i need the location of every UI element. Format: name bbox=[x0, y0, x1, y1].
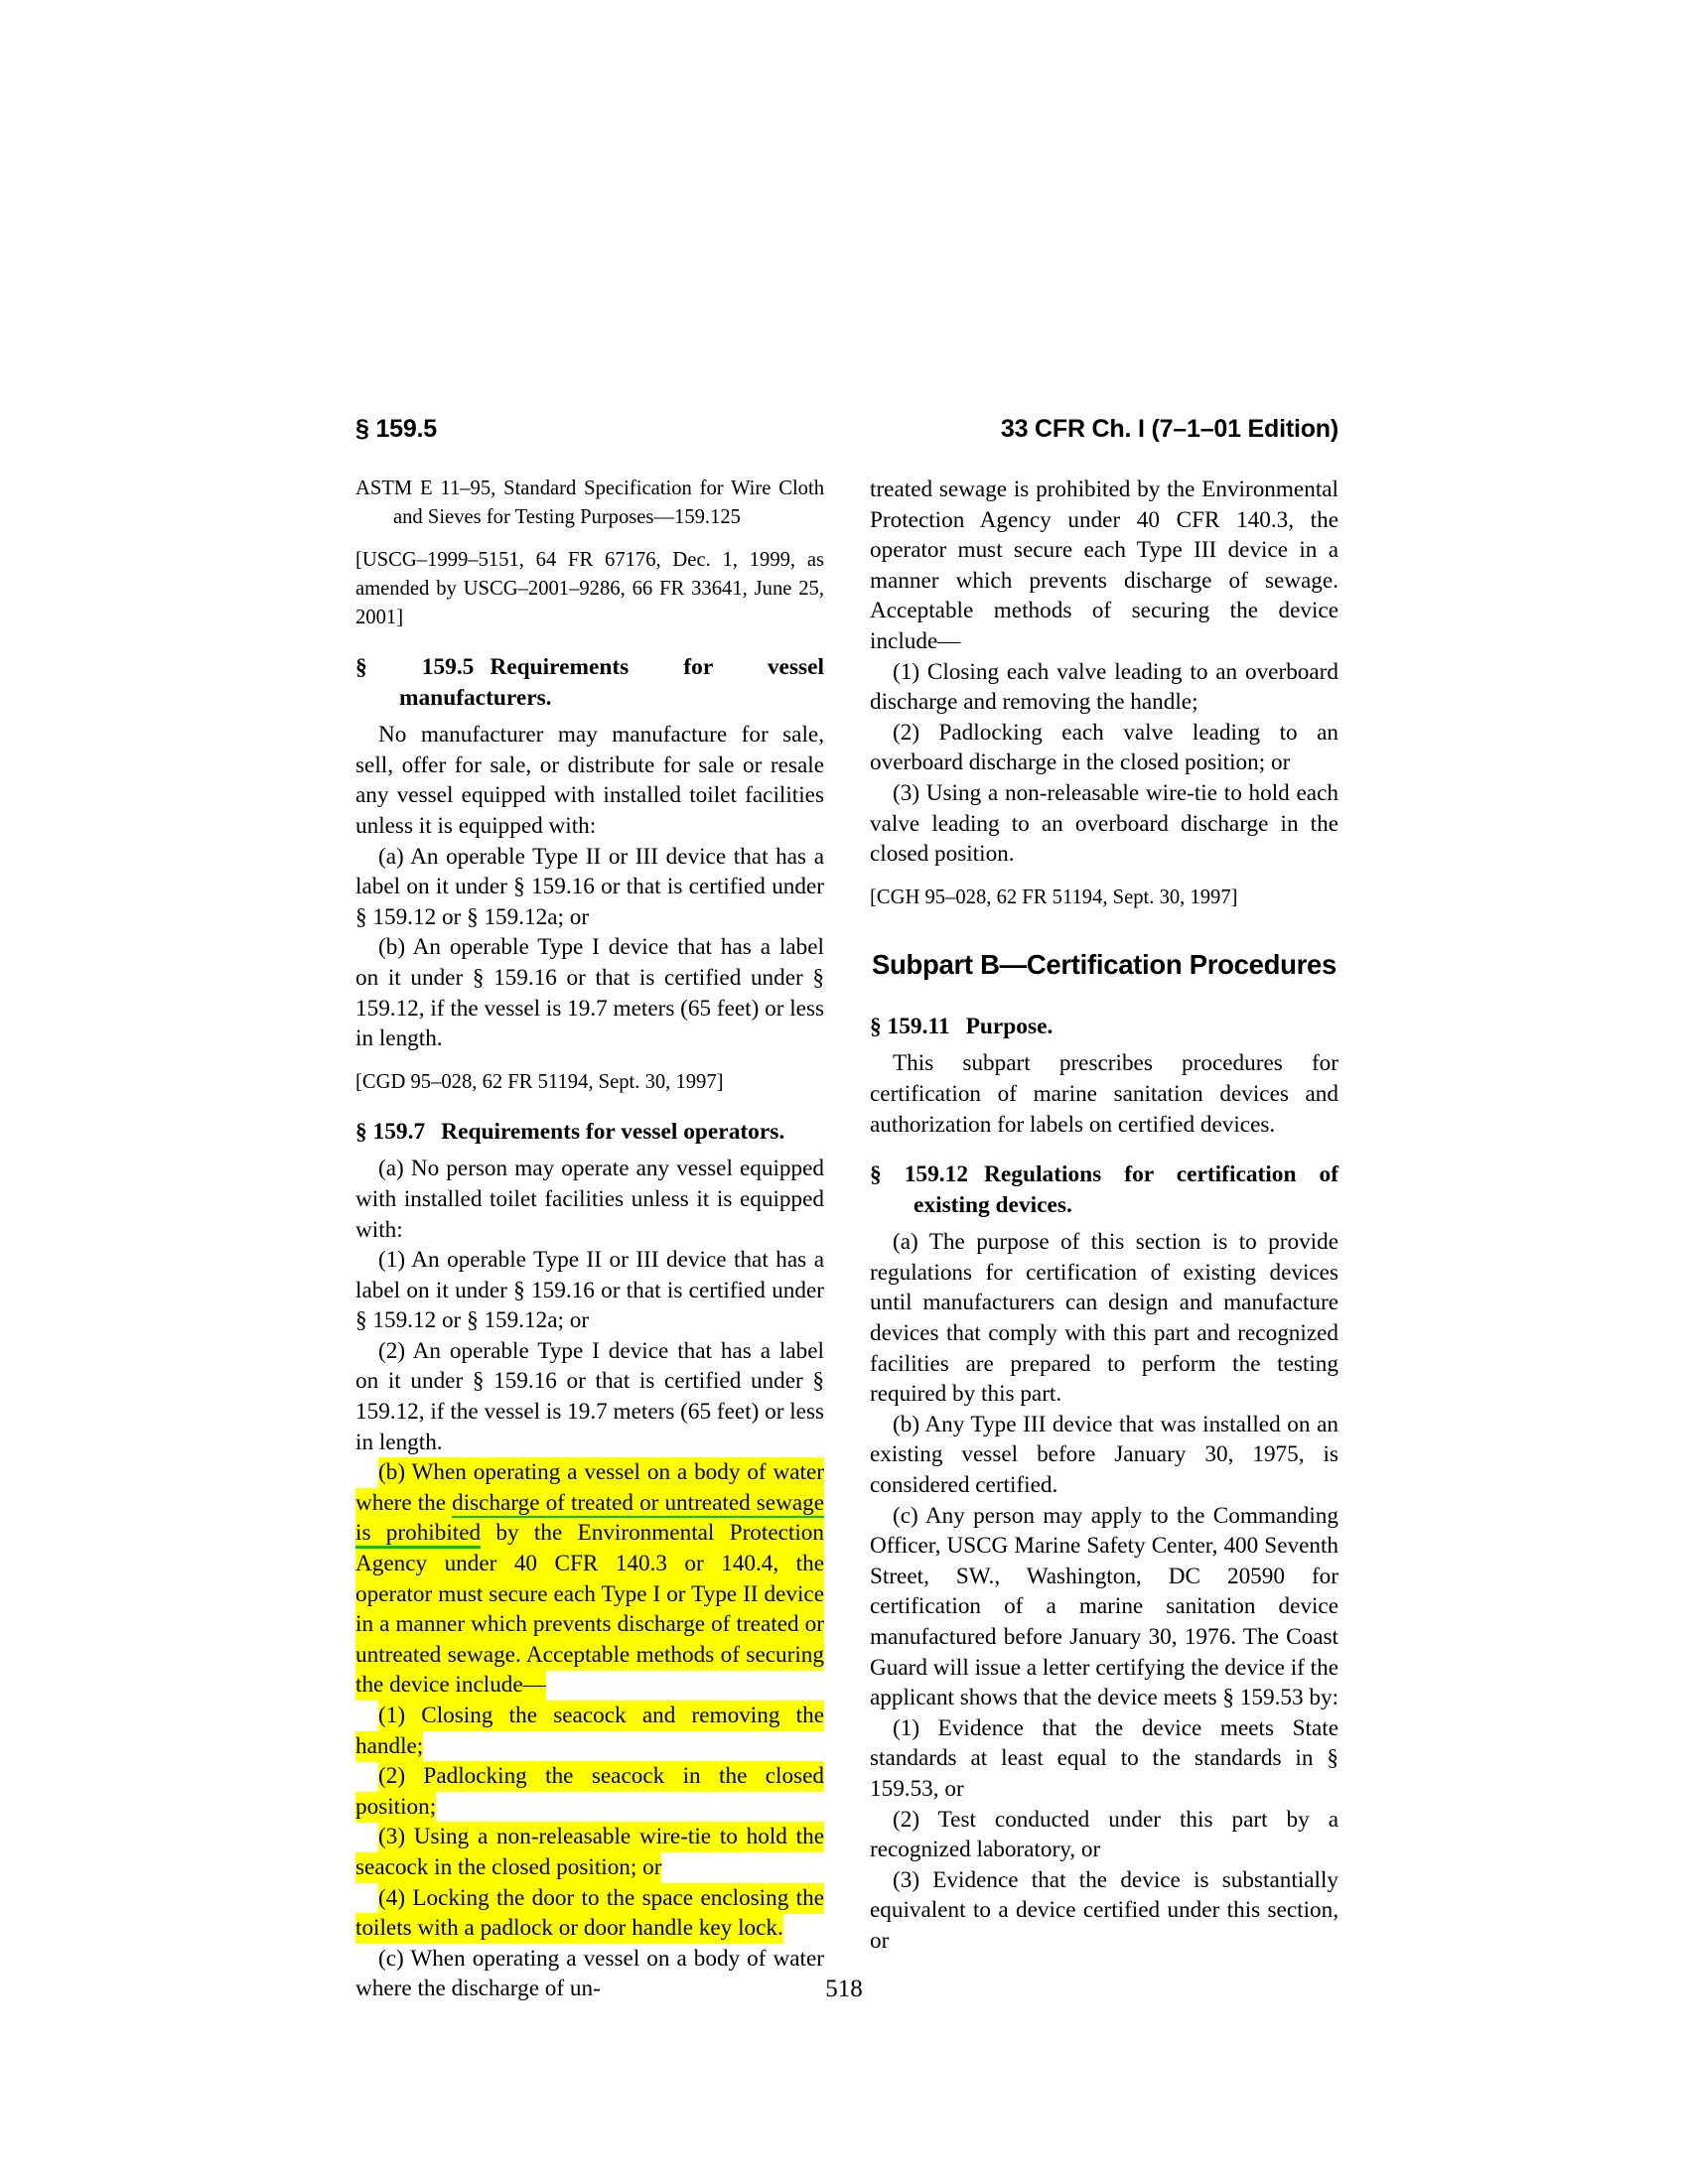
paragraph-159-12-b: (b) Any Type III device that was installed on an existing vessel before January 30, 1975, is considered certified. bbox=[870, 1411, 1338, 1499]
paragraph-159-7-b-1-highlighted bbox=[355, 1701, 824, 1761]
paragraph-159-7-a-1: (1) An operable Type II or III device that has a label on it under § 159.16 or that is certified under § 159.12 or § 159.12a; or bbox=[355, 1247, 824, 1334]
section-heading-159-5 bbox=[355, 652, 824, 713]
paragraph-159-7-b-highlighted bbox=[355, 1457, 824, 1701]
section-title-159-5: Requirements for vessel manufacturers. bbox=[399, 654, 825, 711]
section-heading-159-12 bbox=[870, 1160, 1338, 1220]
paragraph-159-12-a: (a) The purpose of this section is to provide regulations for certification of existing devices until manufacturers can design and manufacture devices that comply with this part and recognized facilities are prepared to perform the testing required by this part. bbox=[870, 1229, 1338, 1408]
paragraph-159-12-c: (c) Any person may apply to the Commanding Officer, USCG Marine Safety Center, 400 Seventh Street, SW., Washington, DC 20590 for certification of a marine sanitation device manufactured before January 30, 1976. The Coast Guard will issue a letter certifying the device if the applicant shows that the device meets § 159.53 by: bbox=[870, 1502, 1339, 1711]
paragraph-159-7-c-1: (1) Closing each valve leading to an overboard discharge and removing the handle; bbox=[870, 658, 1338, 716]
highlight-run-6: (4) Locking the door to the space enclosing the toilets with a padlock or door handle key lock. bbox=[355, 1883, 824, 1945]
left-column bbox=[355, 475, 824, 2004]
running-head-edition: 33 CFR Ch. I (7–1–01 Edition) bbox=[1000, 415, 1338, 443]
paragraph-159-7-a: (a) No person may operate any vessel equipped with installed toilet facilities unless it is equipped with: bbox=[355, 1156, 824, 1243]
paragraph-159-7-b-4-highlighted bbox=[355, 1883, 824, 1944]
paragraph-159-12-c-3: (3) Evidence that the device is substantially equivalent to a device certified under this section, or bbox=[870, 1866, 1338, 1954]
citation-cgd-95-028-left: [CGD 95–028, 62 FR 51194, Sept. 30, 1997] bbox=[355, 1070, 724, 1093]
subpart-b-heading: Subpart B—Certification Procedures bbox=[871, 948, 1337, 980]
paragraph-159-7-c-3: (3) Using a non-releasable wire-tie to hold each valve leading to an overboard discharge in the closed position. bbox=[870, 779, 1338, 868]
section-title-159-12: Regulations for certification of existing devices. bbox=[914, 1161, 1338, 1218]
paragraph-159-7-c-2: (2) Padlocking each valve leading to an overboard discharge in the closed position; or bbox=[870, 719, 1338, 776]
paragraph-159-7-c-continued: treated sewage is prohibited by the Environmental Protection Agency under 40 CFR 140.3, the operator must secure each Type III device in a manner which prevents discharge of sewage. Acceptable methods of securing the device include— bbox=[870, 477, 1338, 654]
highlight-run-1: (b) When operating a vessel on a body of water where the bbox=[355, 1457, 824, 1519]
section-number-159-12: § 159.12 bbox=[870, 1161, 969, 1188]
paragraph-159-12-c-2: (2) Test conducted under this part by a recognized laboratory, or bbox=[870, 1806, 1338, 1863]
citation-cgh-95-028-right: [CGH 95–028, 62 FR 51194, Sept. 30, 1997] bbox=[870, 886, 1238, 908]
page-number: 518 bbox=[825, 1976, 863, 2002]
highlight-run-5: (3) Using a non-releasable wire-tie to hold the seacock in the closed position; or bbox=[355, 1822, 824, 1883]
section-heading-159-11 bbox=[870, 1012, 1338, 1042]
astm-standard-entry: ASTM E 11–95, Standard Specification for Wire Cloth and Sieves for Testing Purposes—159.125 bbox=[355, 478, 824, 528]
paragraph-159-7-b-2-highlighted bbox=[355, 1761, 824, 1822]
highlight-run-4: (2) Padlocking the seacock in the closed position; bbox=[355, 1761, 824, 1823]
paragraph-159-5-a: (a) An operable Type II or III device that has a label on it under § 159.16 or that is certified under § 159.12 or § 159.12a; or bbox=[355, 843, 824, 930]
section-number-159-5: § 159.5 bbox=[355, 654, 475, 680]
highlight-run-3: (1) Closing the seacock and removing the handle; bbox=[355, 1701, 824, 1762]
section-number-159-7: § 159.7 bbox=[355, 1118, 426, 1145]
section-title-159-7: Requirements for vessel operators. bbox=[441, 1118, 785, 1145]
paragraph-159-11-body: This subpart prescribes procedures for certification of marine sanitation devices and authorization for labels on certified devices. bbox=[870, 1050, 1338, 1138]
paragraph-159-5-intro: No manufacturer may manufacture for sale, sell, offer for sale, or distribute for sale or resale any vessel equipped with installed toilet facilities unless it is equipped with: bbox=[355, 722, 824, 839]
annotation-underlined-phrase: discharge of treated or untreated sewage is prohibited bbox=[355, 1488, 824, 1550]
right-column bbox=[870, 475, 1338, 1957]
paragraph-159-7-a-2: (2) An operable Type I device that has a label on it under § 159.16 or that is certified under § 159.12, if the vessel is 19.7 meters (65 feet) or less in length. bbox=[355, 1337, 825, 1455]
citation-uscg-1999: [USCG–1999–5151, 64 FR 67176, Dec. 1, 1999, as amended by USCG–2001–9286, 66 FR 33641, June 25, 2001] bbox=[355, 549, 824, 628]
section-heading-159-7 bbox=[355, 1117, 824, 1148]
section-title-159-11: Purpose. bbox=[965, 1013, 1054, 1039]
highlight-run-2: by the Environmental Protection Agency under 40 CFR 140.3 or 140.4, the operator must secure each Type I or Type II device in a manner which prevents discharge of treated or untreated sewage. Acceptable methods of securing the device include— bbox=[355, 1518, 824, 1701]
paragraph-159-7-c: (c) When operating a vessel on a body of water where the discharge of un- bbox=[355, 1945, 824, 2002]
running-head-section: § 159.5 bbox=[355, 415, 438, 443]
paragraph-159-5-b: (b) An operable Type I device that has a label on it under § 159.16 or that is certified under § 159.12, if the vessel is 19.7 meters (65 feet) or less in length. bbox=[355, 934, 825, 1052]
running-head bbox=[355, 415, 1338, 453]
paragraph-159-7-b-3-highlighted bbox=[355, 1822, 824, 1882]
section-number-159-11: § 159.11 bbox=[870, 1013, 950, 1039]
paragraph-159-12-c-1: (1) Evidence that the device meets State standards at least equal to the standards in § 159.53, or bbox=[870, 1714, 1338, 1802]
